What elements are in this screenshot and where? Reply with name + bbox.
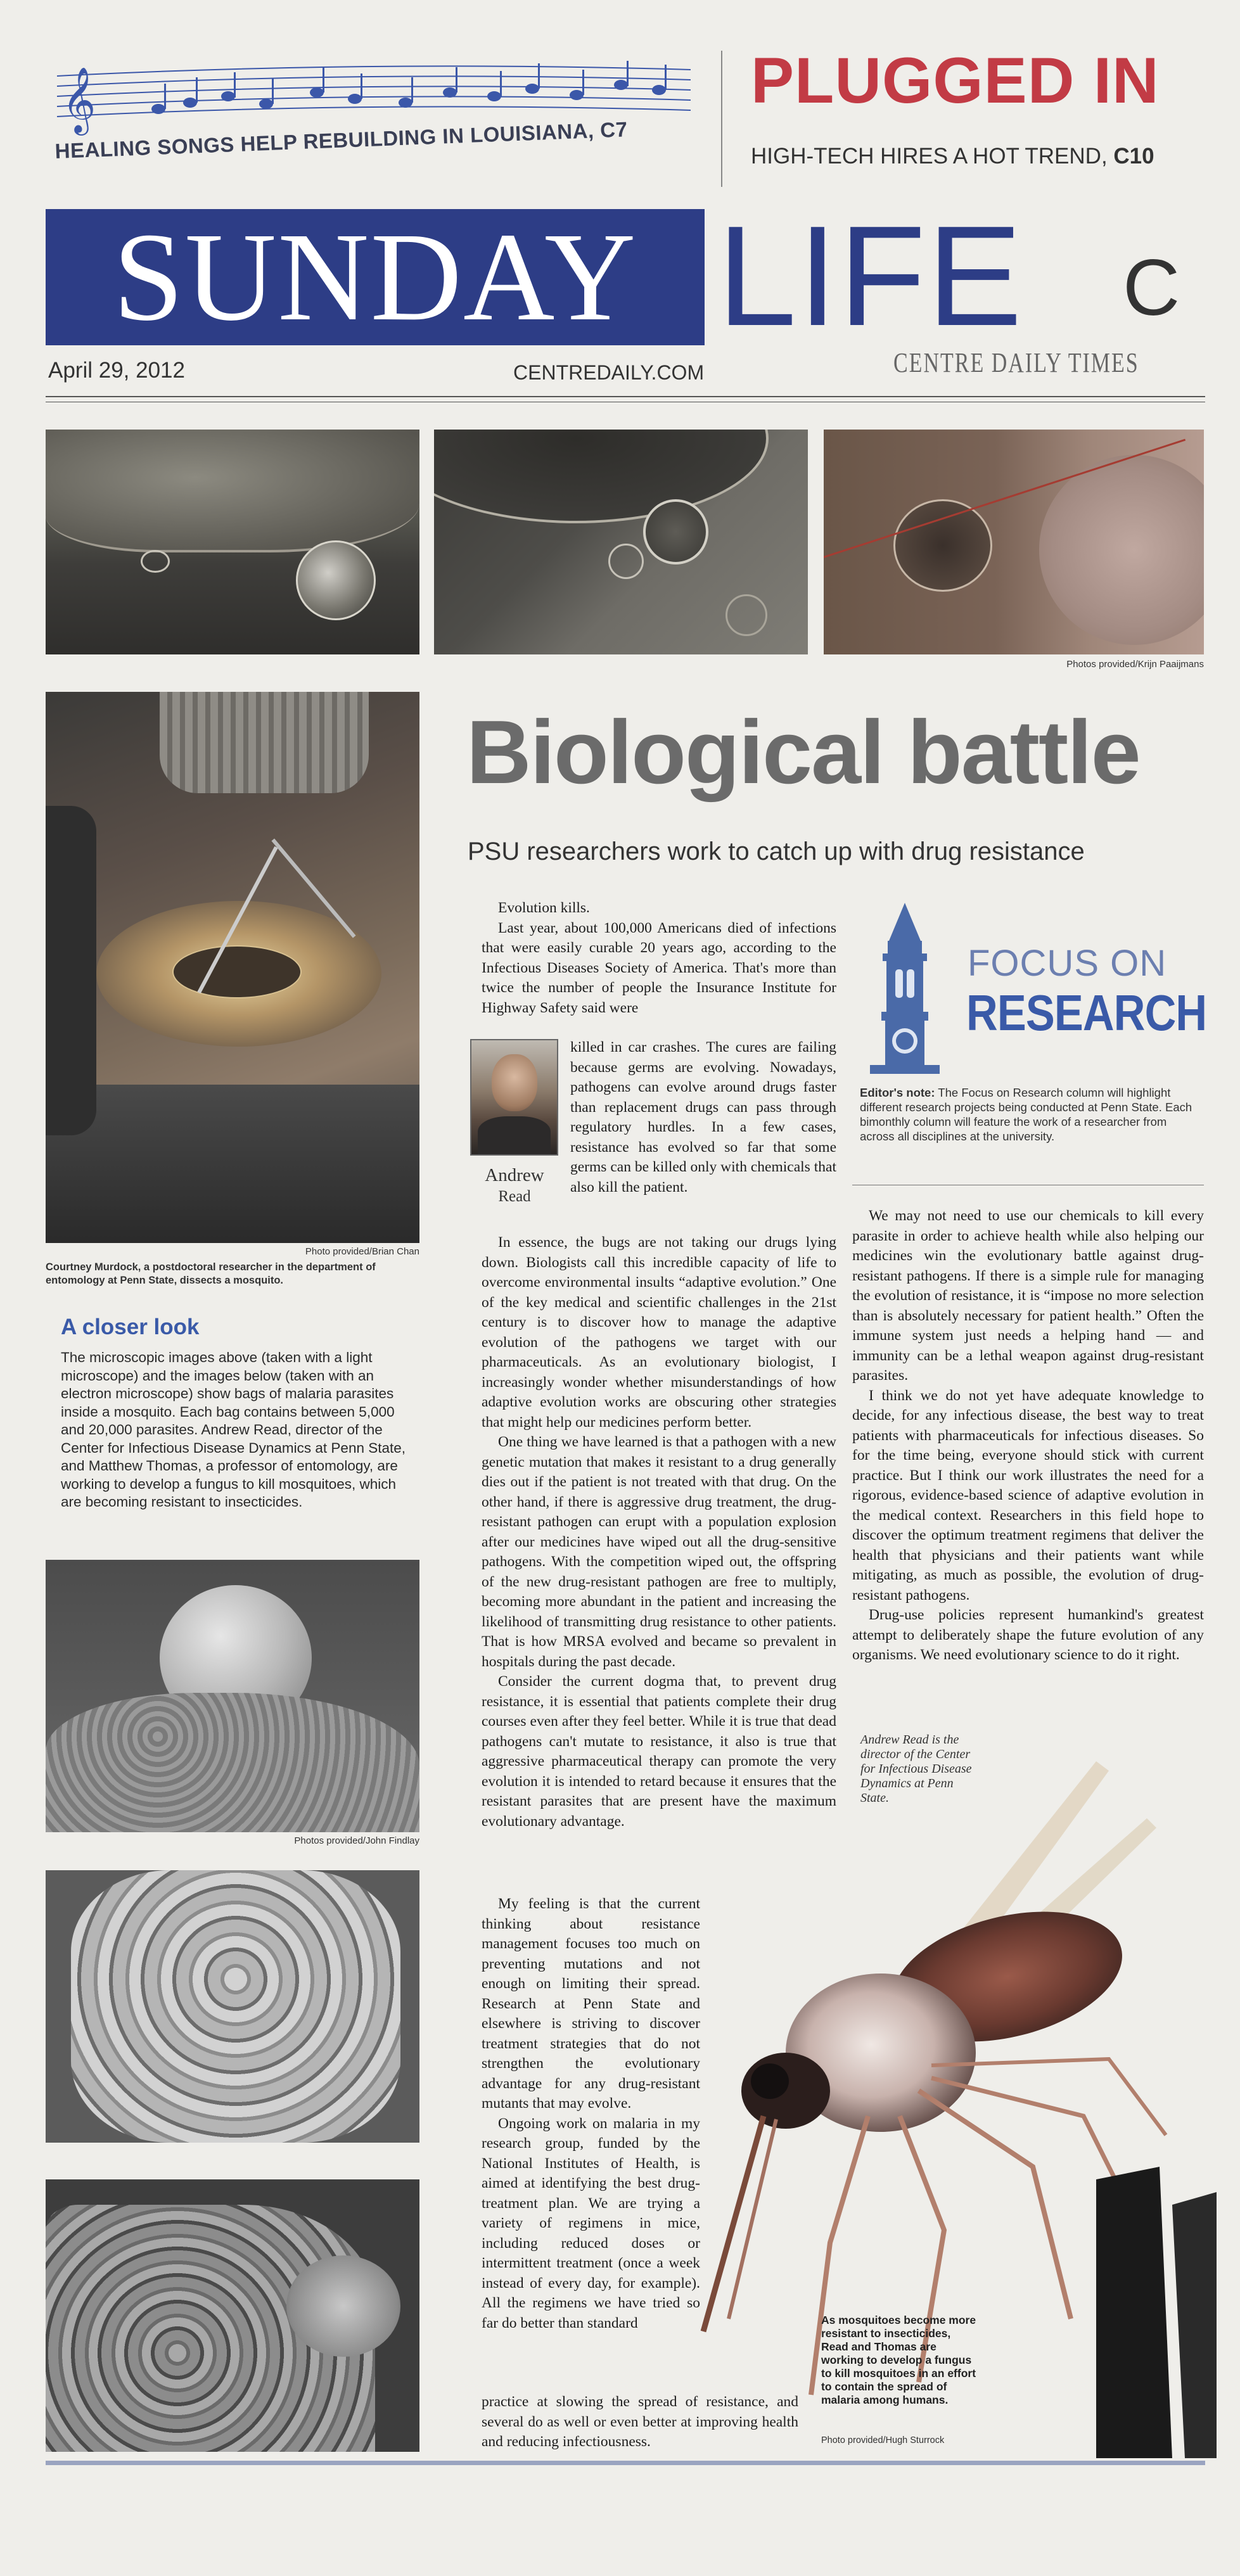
- section-letter: C: [1123, 244, 1180, 332]
- dissection-photo: [46, 692, 419, 1243]
- masthead-rule-1: [46, 396, 1205, 397]
- focus-on-research-box: [852, 903, 1207, 1182]
- dissect-caption: Courtney Murdock, a postdoctoral researcher in the department of entomology at Penn State, dissects a mosquito.: [46, 1261, 376, 1286]
- issue-date: April 29, 2012: [48, 358, 185, 383]
- paragraph: Last year, about 100,000 Americans died of infections that were easily curable 20 years ago, according to the Infectious Diseases Society of America. That's more than twice the number of people the Insurance Institute for Highway Safety said were: [482, 919, 836, 1016]
- page-bottom-rule: [46, 2461, 1205, 2465]
- sidebar-closer-look: [46, 1308, 426, 1536]
- teaser-right[interactable]: [751, 46, 1220, 185]
- sidebar-title: A closer look: [61, 1315, 200, 1339]
- teaser-left[interactable]: [51, 44, 703, 190]
- sem-photo-1: [46, 1560, 419, 1832]
- section-masthead: [46, 196, 1205, 355]
- article-col1-narrow: [482, 1894, 700, 2333]
- paragraph: Ongoing work on malaria in my research group, funded by the National Institutes of Health, is aimed at identifying the best drug-treatment plan. We are trying a variety of regimens in mice, including reduced doses or intermittent treatment (once a week instead of every day, for example). All the regimens we have tried so far do better than standard: [482, 2115, 700, 2331]
- article-col1-body: [482, 1233, 836, 1832]
- focus-on-label: FOCUS ON: [968, 943, 1167, 984]
- paragraph: Consider the current dogma that, to prevent drug resistance, it is essential that patients complete their drug courses even after they feel better. While it is true that dead pathogens can't mutate to resistance, it also is true that aggressive pharmaceutical therapy can promote the very evolution it is intended to retard because it ensures that the resistant parasites that are present have the maximum evolutionary advantage.: [482, 1673, 836, 1830]
- author-photo: [470, 1039, 558, 1156]
- section-name-life: LIFE: [717, 196, 1024, 355]
- paragraph: Drug-use policies represent humankind's greatest attempt to deliberately shape the future evolution of any organisms. We need evolutionary science to do it right.: [852, 1607, 1204, 1663]
- paragraph: My feeling is that the current thinking about resistance management focuses too much on preventing mutations and not enough on limiting their spread. Research at Penn State and elsewhere is striving to discover treatment strategies that do not strengthen the evolutionary advantage for any drug-resistant mutants that may evolve.: [482, 1896, 700, 2112]
- top-photos-credit: Photos provided/Krijn Paaijmans: [1066, 659, 1204, 670]
- paragraph: One thing we have learned is that a pathogen with a new genetic mutation that makes it resistant to a drug generally dies out if the patient is not treated with that drug. On the other hand, if there is aggressive drug treatment, the drug-resistant pathogen can erupt with a population explosion after our medicines have wiped out all the drug-sensitive pathogens. With the competition wiped out, the offspring of the new drug-resistant pathogen are free to multiply, becoming more abundant in the patient and increasing the likelihood of transmitting drug resistance to other patients. That is how MRSA evolved and became so prevalent in hospitals during the past decade.: [482, 1434, 836, 1670]
- svg-text:𝄞: 𝄞: [62, 67, 96, 133]
- mosquito-caption: As mosquitoes become more resistant to insecticides, Read and Thomas are working to develop a fungus to kill mosquitoes in an effort to contain the spread of malaria among humans.: [821, 2314, 976, 2406]
- paragraph: killed in car crashes. The cures are failing because germs are evolving. Nowadays, pathogens can evolve around drugs faster than replacement drugs can pass through regulatory hurdles. In a few cases, resistance has evolved so far that some germs can be killed only with chemicals that also kill the patient.: [570, 1039, 836, 1196]
- microscope-photo-1: [46, 430, 419, 654]
- sidebar-body: The microscopic images above (taken with a light microscope) and the images below (taken with an electron microscope) show bags of malaria parasites inside a mosquito. Each bag contains between 5,000 and 20,000 parasites. Andrew Read, director of the Center for Infectious Disease Dynamics at Penn State, and Matthew Thomas, a professor of entomology, are working to develop a fungus to kill mosquitoes, which are becoming resistant to insecticides.: [61, 1349, 406, 1510]
- sem-photo-2: [46, 1870, 419, 2143]
- paragraph: Evolution kills.: [498, 900, 590, 916]
- article-col2: [852, 1206, 1204, 1666]
- article-subhead: PSU researchers work to catch up with drug resistance: [468, 838, 1085, 865]
- author-name: Andrew Read: [485, 1165, 544, 1205]
- teaser-divider: [721, 51, 722, 187]
- paragraph: In essence, the bugs are not taking our drugs lying down. Biologists call this incredible capacity of life to overcome environmental insults “adaptive evolution.” One of the key medical and scientific challenges in the 21st century is to discover how to manage the adaptive evolution of the pathogens we target with our pharmaceuticals. As an evolutionary biologist, I increasingly wonder whether misunderstandings of how adaptive evolution works are obscuring other strategies that might help our medicines perform better.: [482, 1234, 836, 1431]
- paper-name: CENTRE DAILY TIMES: [893, 348, 1139, 379]
- research-label: RESEARCH: [966, 985, 1207, 1041]
- paragraph: We may not need to use our chemicals to kill every parasite in order to achieve health while also helping our medicines win the evolutionary battle against drug-resistant pathogens. If there is a simple rule for managing the evolution of resistance, it is “impose no more selection than is absolutely necessary for patient health.” Often the immune system just needs a helping hand — and immunity can be a lethal weapon against drug-resistant parasites.: [852, 1208, 1204, 1384]
- microscope-photo-3: [824, 430, 1204, 654]
- article-col1-top: [482, 898, 836, 1018]
- mosquito-photo-credit: Photo provided/Hugh Sturrock: [821, 2435, 945, 2445]
- section-name-sunday: SUNDAY: [46, 209, 705, 345]
- microscope-photo-2: [434, 430, 808, 654]
- website-link[interactable]: CENTREDAILY.COM: [513, 361, 705, 384]
- article-col1-wrap: [570, 1038, 836, 1197]
- article-headline: Biological battle: [466, 702, 1140, 803]
- sem-photos-credit: Photos provided/John Findlay: [294, 1835, 419, 1846]
- editors-note: Editor's note: The Focus on Research column will highlight different research projects being conducted at Penn State. Each bimonthly column will feature the work of a researcher from across all disciplines at the university.: [860, 1086, 1192, 1143]
- author-bio: Andrew Read is the director of the Center for Infectious Disease Dynamics at Penn State.: [860, 1733, 972, 1805]
- sem-photo-3: [46, 2179, 419, 2452]
- paragraph: practice at slowing the spread of resistance, and several do as well or even better at improving health and reducing infectiousness.: [482, 2394, 798, 2450]
- teaser-left-headline: HEALING SONGS HELP REBUILDING IN LOUISIANA, C7: [54, 117, 629, 163]
- dissect-photo-credit: Photo provided/Brian Chan: [305, 1246, 419, 1257]
- paragraph: I think we do not yet have adequate knowledge to decide, for any infectious disease, the best way to treat patients with pharmaceuticals for infectious diseases. So for the time being, everyone should stick with current practice. But I think our work illustrates the need for a rigorous, evidence-based science of adaptive evolution in the medical context. Researchers in this field hope to discover the optimum treatment regimens that deliver the health that physicians and their patients want while mitigating, as much as possible, the evolution of drug-resistant pathogens.: [852, 1387, 1204, 1604]
- plugged-in-headline: PLUGGED IN: [751, 44, 1160, 117]
- old-main-tower-icon: [864, 903, 946, 1074]
- plugged-in-subhead: HIGH-TECH HIRES A HOT TREND, C10: [751, 144, 1154, 169]
